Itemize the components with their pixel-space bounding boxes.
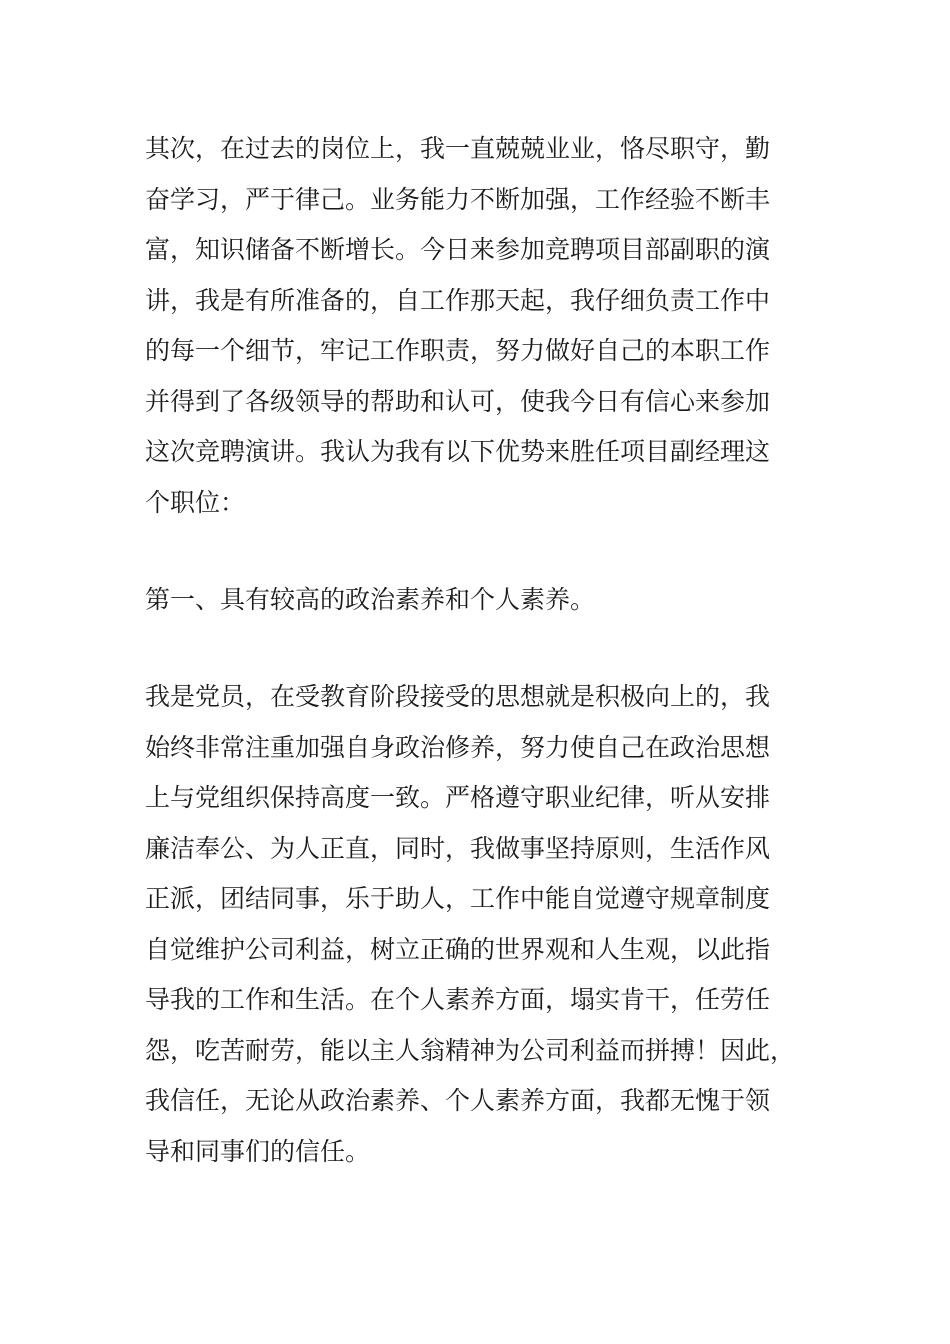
text-line: 正派，团结同事，乐于助人，工作中能自觉遵守规章制度 xyxy=(145,884,771,913)
text-line: 第一、具有较高的政治素养和个人素养。 xyxy=(145,585,596,614)
text-line: 我是党员，在受教育阶段接受的思想就是积极向上的，我 xyxy=(145,682,771,711)
paragraph-past-performance xyxy=(145,124,770,528)
text-line: 导我的工作和生活。在个人素养方面，塌实肯干，任劳任 xyxy=(145,985,771,1014)
text-line: 这次竞聘演讲。我认为我有以下优势来胜任项目副经理这 xyxy=(145,437,771,466)
paragraph-political-literacy xyxy=(145,672,795,1177)
paragraph-heading-first-point xyxy=(145,575,595,626)
text-line: 始终非常注重加强自身政治修养，努力使自己在政治思想 xyxy=(145,732,771,762)
text-line: 其次，在过去的岗位上，我一直兢兢业业，恪尽职守，勤 xyxy=(145,134,771,163)
text-line: 上与党组织保持高度一致。严格遵守职业纪律，听从安排 xyxy=(145,783,771,812)
text-line: 个职位： xyxy=(145,487,246,517)
text-line: 奋学习，严于律己。业务能力不断加强，工作经验不断丰 xyxy=(145,184,771,214)
text-line: 讲，我是有所准备的，自工作那天起，我仔细负责工作中 xyxy=(145,285,771,315)
text-line: 的每一个细节，牢记工作职责，努力做好自己的本职工作 xyxy=(145,336,771,365)
text-line: 自觉维护公司利益，树立正确的世界观和人生观，以此指 xyxy=(145,934,771,964)
text-line: 并得到了各级领导的帮助和认可，使我今日有信心来参加 xyxy=(145,386,771,416)
text-line: 廉洁奉公、为人正直，同时，我做事坚持原则，生活作风 xyxy=(145,833,771,863)
text-line: 导和同事们的信任。 xyxy=(145,1136,371,1166)
text-line: 富，知识储备不断增长。今日来参加竞聘项目部副职的演 xyxy=(145,235,771,264)
text-line: 怨，吃苦耐劳，能以主人翁精神为公司利益而拼搏！因此， xyxy=(145,1035,796,1065)
text-line: 我信任，无论从政治素养、个人素养方面，我都无愧于领 xyxy=(145,1086,771,1115)
